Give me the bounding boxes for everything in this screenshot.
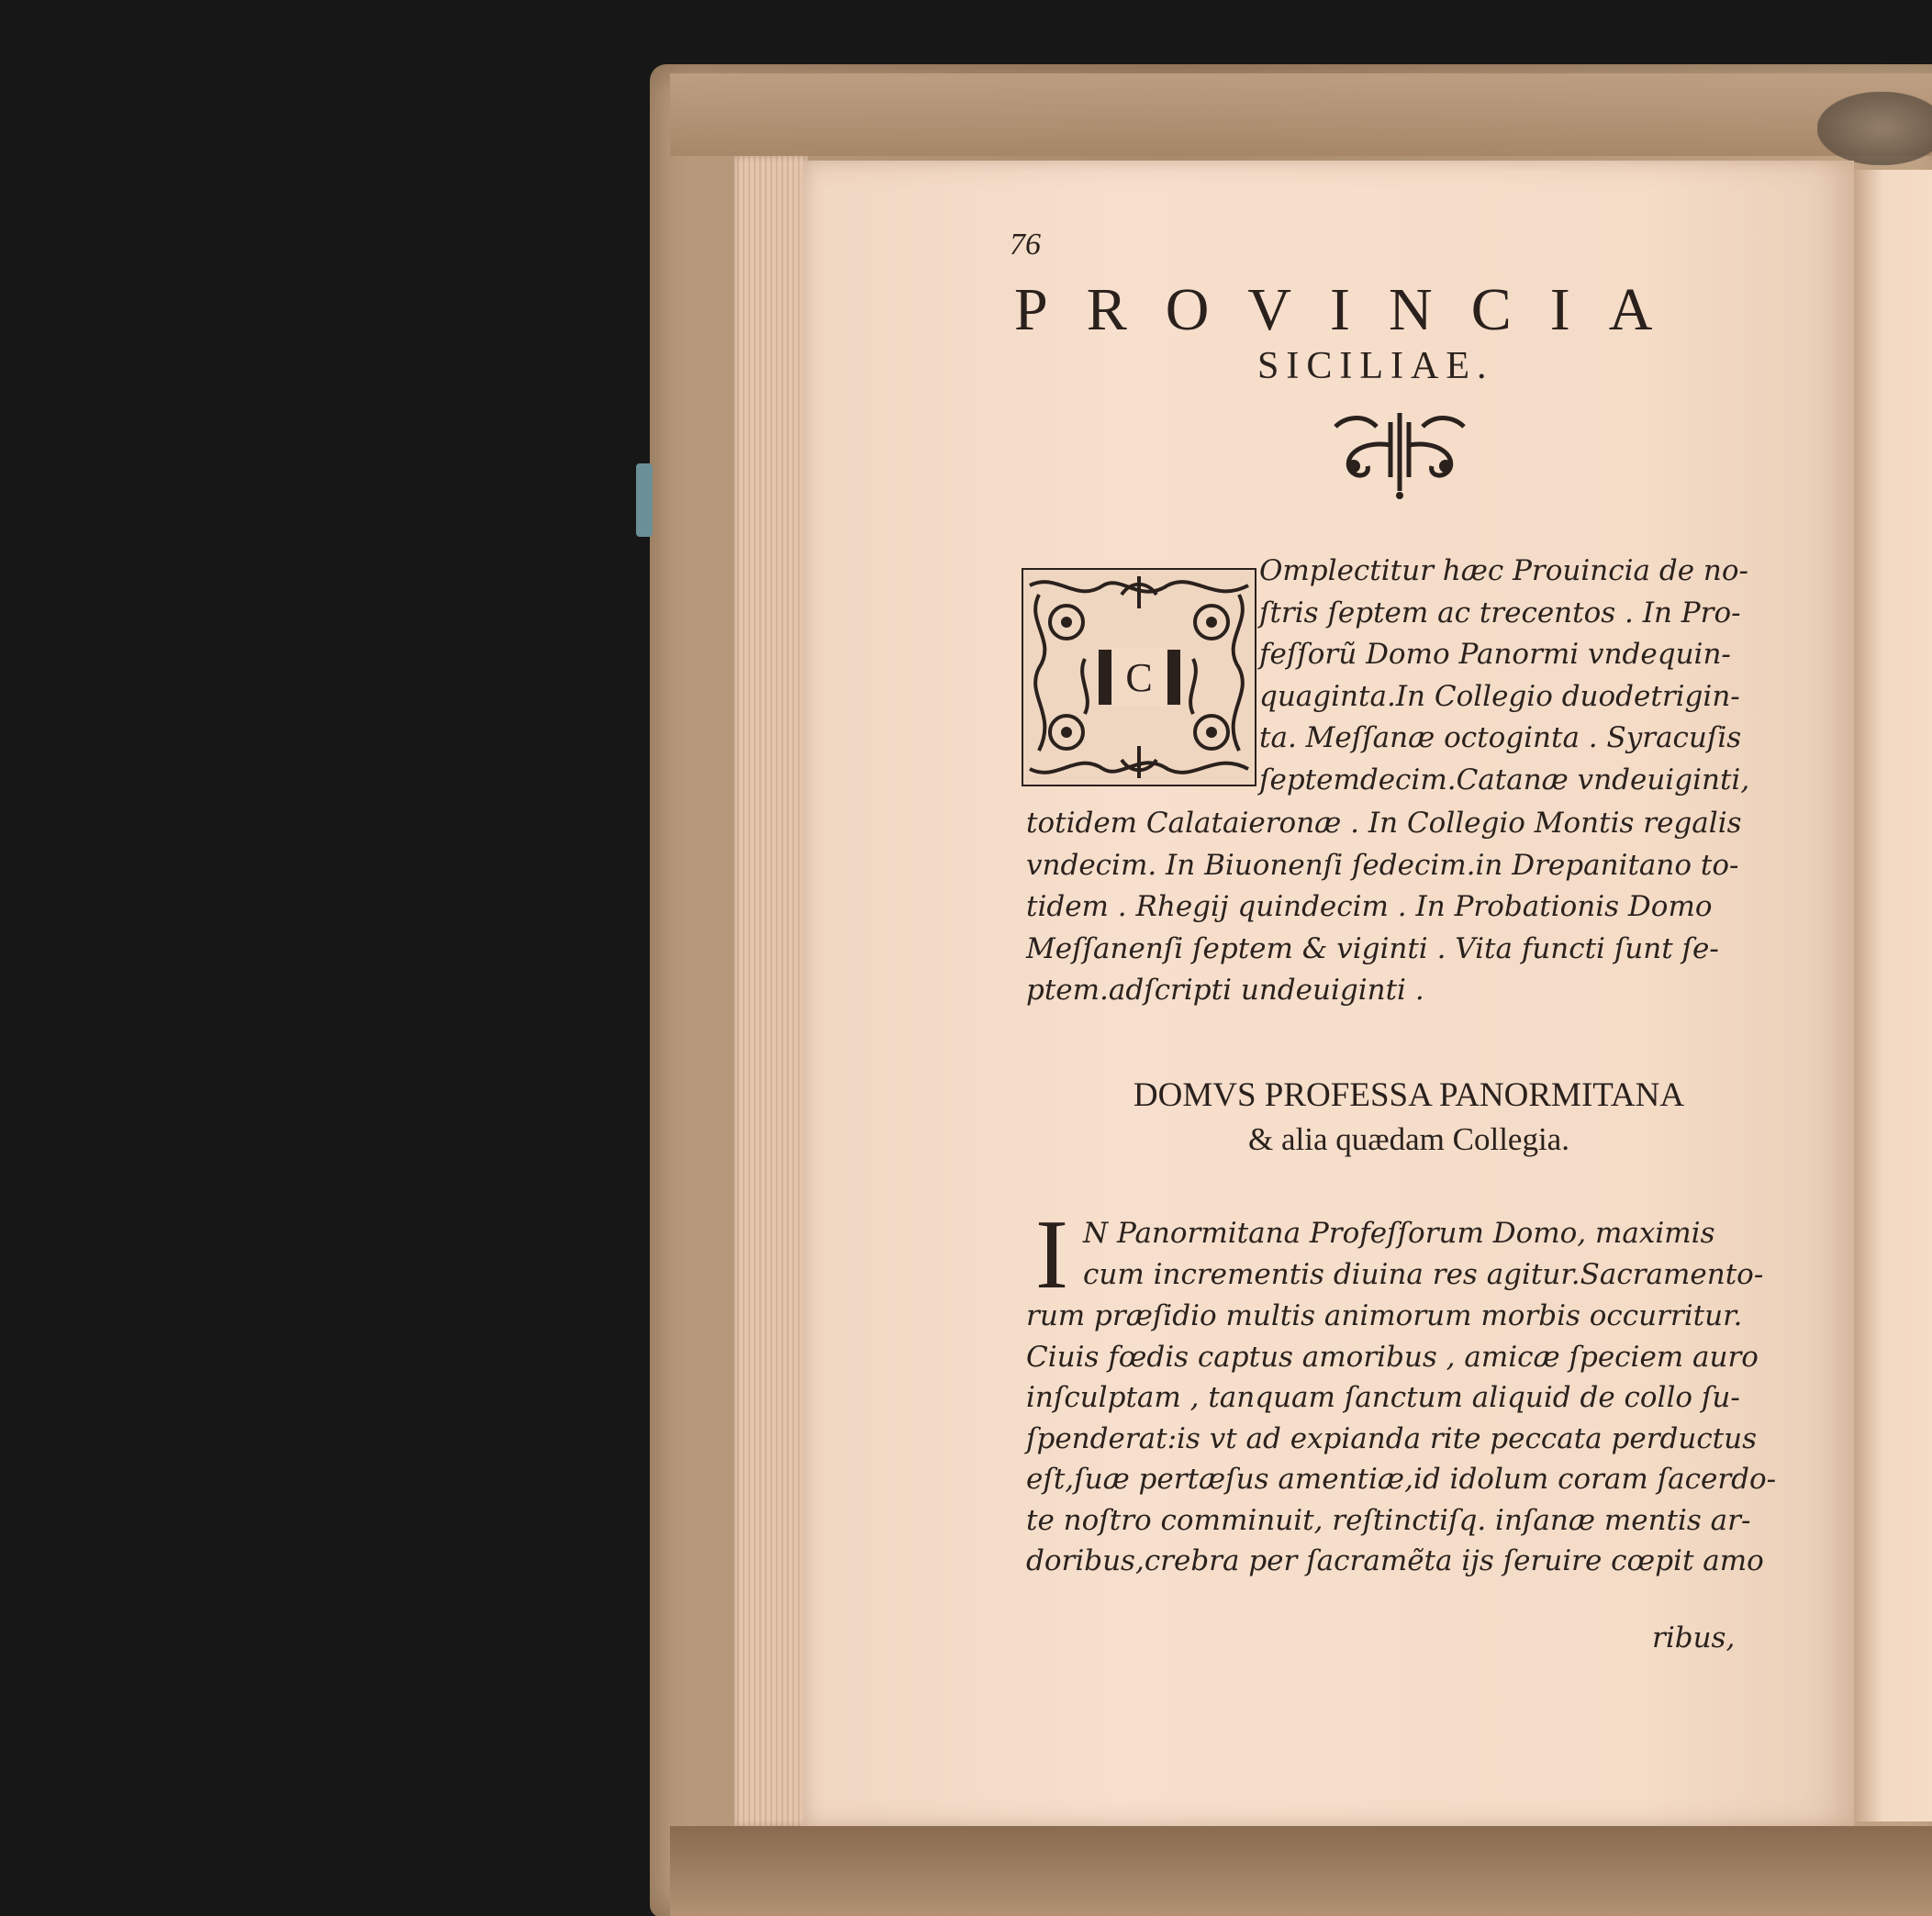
decorated-initial xyxy=(1021,567,1257,787)
cover-top-edge xyxy=(670,73,1932,156)
text-line: inſculptam , tanquam ſanctum aliquid de collo ſu- xyxy=(1026,1381,1740,1414)
catchword: ribus, xyxy=(1652,1621,1736,1654)
text-line: doribus,crebra per ſacramẽta ijs ſeruire cœpit amo xyxy=(1026,1544,1764,1577)
text-line: rum præſidio multis animorum morbis occurritur. xyxy=(1026,1299,1743,1332)
section-heading-line-1: DOMVS PROFESSA PANORMITANA xyxy=(1133,1076,1685,1114)
text-line: vndecim. In Biuonenſi ſedecim.in Drepanitano to- xyxy=(1026,848,1739,882)
text-line: quaginta.In Collegio duodetrigin- xyxy=(1259,679,1740,713)
paragraph-2-full xyxy=(1026,1296,1776,1582)
section-heading xyxy=(1046,1074,1771,1162)
text-line: feſſorũ Domo Panormi vndequin- xyxy=(1259,638,1731,671)
text-line: tidem . Rhegij quindecim . In Probationis Domo xyxy=(1026,890,1713,923)
text-line: eſt,ſuæ pertæſus amentiæ,id idolum coram ſacerdo- xyxy=(1026,1463,1777,1496)
facing-page-edge xyxy=(1854,170,1932,1821)
spine-tab xyxy=(636,463,653,537)
text-line: ſpenderat:is vt ad expianda rite peccata perductus xyxy=(1026,1421,1758,1455)
paragraph-1-indented xyxy=(1259,551,1749,801)
cover-bottom-edge xyxy=(670,1826,1932,1916)
text-line: ſeptemdecim.Catanæ vndeuiginti, xyxy=(1259,763,1750,796)
paragraph-1-full xyxy=(1026,803,1742,1012)
text-line: cum incrementis diuina res agitur.Sacramento- xyxy=(1083,1257,1764,1291)
text-line: ſtris ſeptem ac trecentos . In Pro- xyxy=(1259,596,1741,629)
text-line: Meſſanenſi ſeptem & viginti . Vita functi ſunt ſe- xyxy=(1026,931,1719,965)
drop-cap: I xyxy=(1035,1200,1068,1309)
paragraph-2-indented xyxy=(1083,1213,1763,1295)
initial-letter: C xyxy=(1125,654,1153,700)
text-line: Omplectitur hæc Prouincia de no- xyxy=(1259,554,1749,587)
text-line: ta. Meſſanæ octoginta . Syracuſis xyxy=(1259,721,1742,754)
page-subtitle: SICILIAE. xyxy=(1257,345,1494,387)
section-heading-line-2: & alia quædam Collegia. xyxy=(1248,1121,1569,1157)
clasp-remnant xyxy=(1817,92,1932,165)
text-line: te noſtro comminuit, reſtinctiſq. inſanæ mentis ar- xyxy=(1026,1503,1751,1537)
page-block-edges xyxy=(734,156,808,1826)
text-line: totidem Calataieronæ . In Collegio Montis regalis xyxy=(1026,807,1742,840)
page-title: PROVINCIA xyxy=(1014,276,1692,343)
fleuron-ornament-icon xyxy=(1326,404,1473,500)
text-line: Ciuis fœdis captus amoribus , amicæ ſpeciem auro xyxy=(1026,1340,1759,1374)
text-line: N Panormitana Profeſſorum Domo, maximis xyxy=(1083,1217,1715,1250)
text-line: ptem.adſcripti undeuiginti . xyxy=(1026,974,1424,1007)
page-number: 76 xyxy=(1010,228,1041,262)
